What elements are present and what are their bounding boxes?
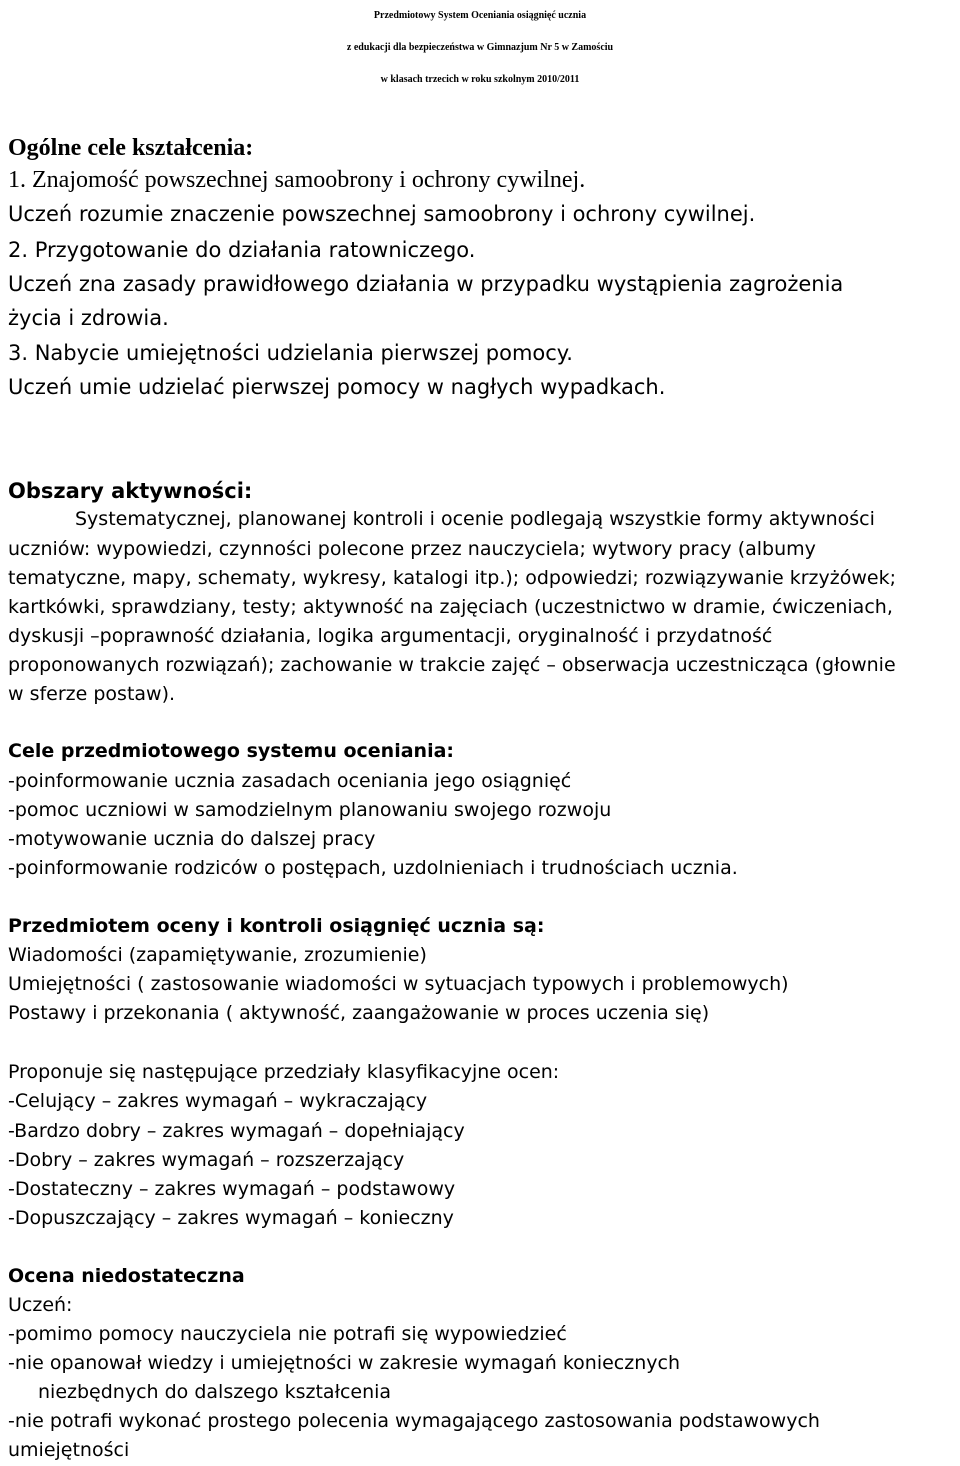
title-line-2: z edukacji dla bezpieczeństwa w Gimnazjum Nr 5 w Zamościu <box>346 42 614 53</box>
insufficient-line: -nie potrafi wykonać prostego polecenia wymagającego zastosowania podstawowych <box>8 1410 820 1432</box>
range-line: -Celujący – zakres wymagań – wykraczający <box>8 1090 428 1112</box>
areas-line: Systematycznej, planowanej kontroli i ocenie podlegają wszystkie formy aktywności <box>75 508 875 530</box>
title-line-1: Przedmiotowy System Oceniania osiągnięć ucznia <box>373 10 587 21</box>
insufficient-label: Uczeń: <box>8 1294 73 1316</box>
insufficient-heading: Ocena niedostateczna <box>8 1265 245 1287</box>
areas-line: kartkówki, sprawdziany, testy; aktywność na zajęciach (uczestnictwo w dramie, ćwiczeniach, <box>8 596 893 618</box>
system-goals-line: -poinformowanie rodziców o postępach, uzdolnieniach i trudnościach ucznia. <box>8 857 738 879</box>
subject-line: Postawy i przekonania ( aktywność, zaangażowanie w proces uczenia się) <box>8 1002 710 1024</box>
areas-line: proponowanych rozwiązań); zachowanie w trakcie zajęć – obserwacja uczestnicząca (głownie <box>8 654 896 676</box>
system-goals-heading: Cele przedmiotowego systemu oceniania: <box>8 740 454 762</box>
goal-line: Uczeń rozumie znaczenie powszechnej samoobrony i ochrony cywilnej. <box>8 202 756 226</box>
system-goals-line: -motywowanie ucznia do dalszej pracy <box>8 828 376 850</box>
system-goals-line: -poinformowanie ucznia zasadach oceniania jego osiągnięć <box>8 770 572 792</box>
areas-heading: Obszary aktywności: <box>8 479 253 503</box>
subject-line: Wiadomości (zapamiętywanie, zrozumienie) <box>8 944 427 966</box>
goal-line: Uczeń umie udzielać pierwszej pomocy w nagłych wypadkach. <box>8 375 666 399</box>
goal-line: życia i zdrowia. <box>8 306 169 330</box>
subject-line: Umiejętności ( zastosowanie wiadomości w sytuacjach typowych i problemowych) <box>8 973 789 995</box>
goals-heading: Ogólne cele kształcenia: <box>8 135 254 161</box>
areas-line: uczniów: wypowiedzi, czynności polecone przez nauczyciela; wytwory pracy (albumy <box>8 538 816 560</box>
insufficient-line: -pomimo pomocy nauczyciela nie potrafi się wypowiedzieć <box>8 1323 567 1345</box>
range-line: -Dopuszczający – zakres wymagań – konieczny <box>8 1207 454 1229</box>
areas-line: w sferze postaw). <box>8 683 176 705</box>
range-line: -Dobry – zakres wymagań – rozszerzający <box>8 1149 405 1171</box>
goal-line: 1. Znajomość powszechnej samoobrony i ochrony cywilnej. <box>8 167 586 193</box>
title-line-3: w klasach trzecich w roku szkolnym 2010/2011 <box>380 74 580 85</box>
range-line: -Dostateczny – zakres wymagań – podstawowy <box>8 1178 456 1200</box>
goal-line: Uczeń zna zasady prawidłowego działania w przypadku wystąpienia zagrożenia <box>8 272 844 296</box>
insufficient-line: niezbędnych do dalszego kształcenia <box>38 1381 392 1403</box>
goal-line: 3. Nabycie umiejętności udzielania pierwszej pomocy. <box>8 341 573 365</box>
insufficient-line: umiejętności <box>8 1439 130 1461</box>
goal-line: 2. Przygotowanie do działania ratowniczego. <box>8 238 476 262</box>
range-line: -Bardzo dobry – zakres wymagań – dopełniający <box>8 1120 465 1142</box>
subject-heading: Przedmiotem oceny i kontroli osiągnięć ucznia są: <box>8 915 545 937</box>
ranges-intro: Proponuje się następujące przedziały klasyfikacyjne ocen: <box>8 1061 560 1083</box>
system-goals-line: -pomoc uczniowi w samodzielnym planowaniu swojego rozwoju <box>8 799 612 821</box>
insufficient-line: -nie opanował wiedzy i umiejętności w zakresie wymagań koniecznych <box>8 1352 680 1374</box>
areas-line: tematyczne, mapy, schematy, wykresy, katalogi itp.); odpowiedzi; rozwiązywanie krzyżówek; <box>8 567 897 589</box>
areas-line: dyskusji –poprawność działania, logika argumentacji, oryginalność i przydatność <box>8 625 773 647</box>
